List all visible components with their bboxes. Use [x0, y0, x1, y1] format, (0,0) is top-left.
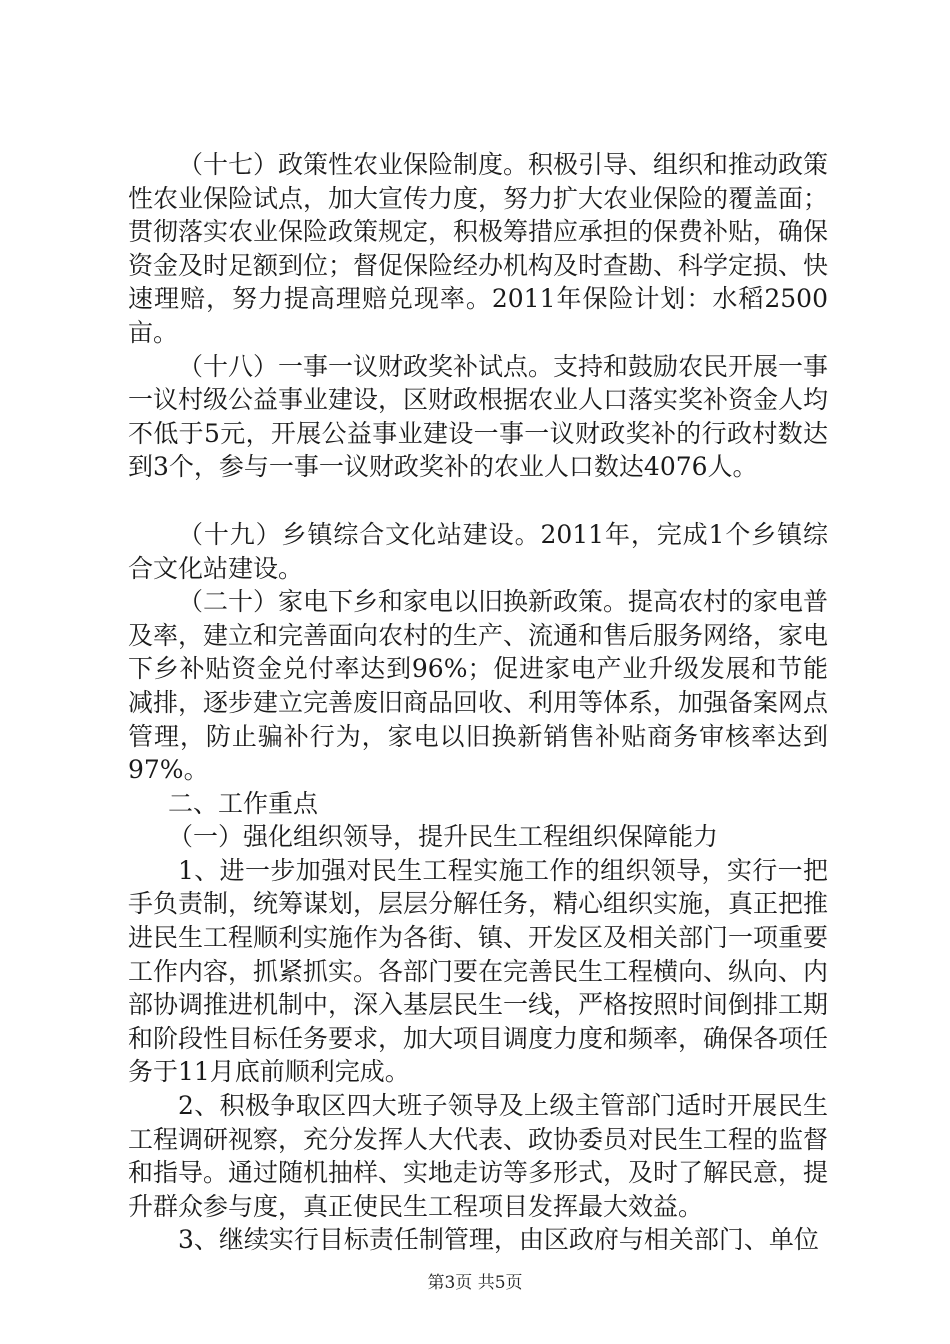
sub-heading-organization-leadership: （一）强化组织领导，提升民生工程组织保障能力	[168, 822, 719, 852]
paragraph-item-3: 3、继续实行目标责任制管理，由区政府与相关部门、单位	[178, 1225, 819, 1255]
paragraph-one-matter-one-discussion: （十八）一事一议财政奖补试点。支持和鼓励农民开展一事一议村级公益事业建设，区财政根据农业人口落实奖补资金人均不低于5元，开展公益事业建设一事一议财政奖补的行政村数达到3个，参与一事一议财政奖补的农业人口数达4076人。	[128, 351, 829, 482]
section-heading-work-priorities: 二、工作重点	[168, 788, 319, 818]
paragraph-home-appliances-policy: （二十）家电下乡和家电以旧换新政策。提高农村的家电普及率，建立和完善面向农村的生产、流通和售后服务网络，家电下乡补贴资金兑付率达到96%；促进家电产业升级发展和节能减排，逐步建立完善废旧商品回收、利用等体系，加强备案网点管理，防止骗补行为，家电以旧换新销售补贴商务审核率达到97%。	[128, 587, 829, 785]
paragraph-township-cultural-station: （十九）乡镇综合文化站建设。2011年，完成1个乡镇综合文化站建设。	[128, 519, 828, 583]
page-number-footer: 第3页 共5页	[427, 1273, 523, 1293]
paragraph-item-2: 2、积极争取区四大班子领导及上级主管部门适时开展民生工程调研视察，充分发挥人大代表、政协委员对民生工程的监督和指导。通过随机抽样、实地走访等多形式，及时了解民意，提升群众参与度，真正使民生工程项目发挥最大效益。	[128, 1091, 829, 1221]
paragraph-item-1: 1、进一步加强对民生工程实施工作的组织领导，实行一把手负责制，统筹谋划，层层分解任务，精心组织实施，真正把推进民生工程顺利实施作为各街、镇、开发区及相关部门一项重要工作内容，抓紧抓实。各部门要在完善民生工程横向、纵向、内部协调推进机制中，深入基层民生一线，严格按照时间倒排工期和阶段性目标任务要求，加大项目调度力度和频率，确保各项任务于11月底前顺利完成。	[128, 855, 829, 1087]
paragraph-policy-agricultural-insurance: （十七）政策性农业保险制度。积极引导、组织和推动政策性农业保险试点，加大宣传力度，努力扩大农业保险的覆盖面；贯彻落实农业保险政策规定，积极筹措应承担的保费补贴，确保资金及时足额到位；督促保险经办机构及时查勘、科学定损、快速理赔，努力提高理赔兑现率。2011年保险计划：水稻2500亩。	[128, 150, 829, 347]
document-body	[128, 148, 828, 1257]
